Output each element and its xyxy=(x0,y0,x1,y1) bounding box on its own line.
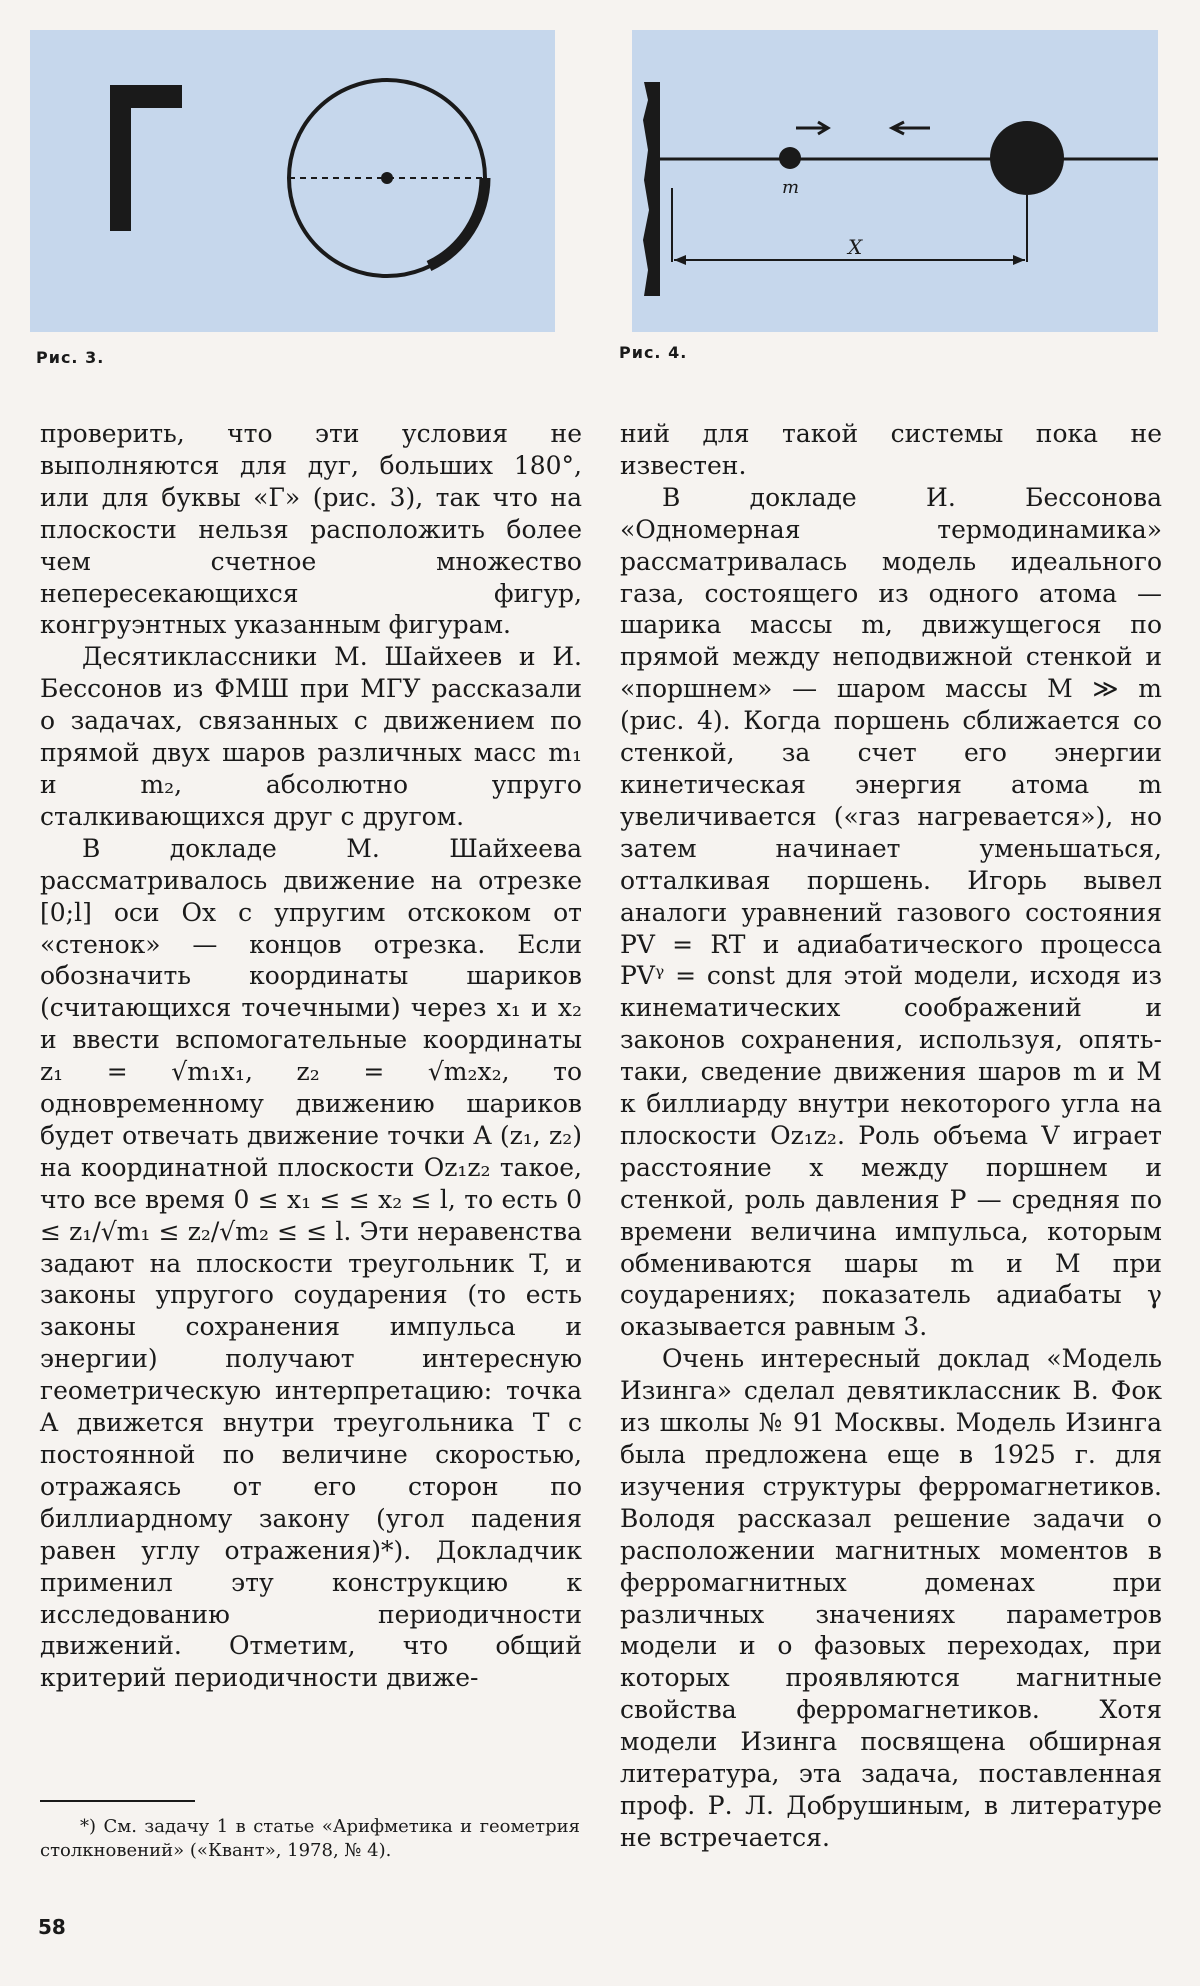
thick-arc xyxy=(429,178,485,266)
distance-arrowhead-right-icon xyxy=(1013,255,1025,265)
arrow-right-icon xyxy=(796,122,828,134)
wall-shape xyxy=(643,82,660,296)
right-paragraph-3: Очень интересный доклад «Модель Изинга» сделал девятиклассник В. Фок из школы № 91 Москвы. Модель Изинга была предложена еще в 1925 г. для изучения структуры ферромагнетиков. Володя рассказал решение задачи о расположении магнитных моментов в ферромагнитных доменах при различных значениях параметров модели и о фазовых переходах, при которых проявляются магнитные свойства ферромагнетиков. Хотя модели Изинга посвящена обширная литература, эта задача, поставленная проф. Р. Л. Добрушиным, в литературе не встречается. xyxy=(620,1344,1162,1852)
arrow-left-icon xyxy=(892,122,930,134)
figure-3 xyxy=(30,30,555,332)
left-paragraph-3: В докладе М. Шайхеева рассматривалось движение на отрезке [0;l] оси Ox с упругим отскоком от «стенок» — концов отрезка. Если обозначить координаты шариков (считающихся точечными) через x₁ и x₂ и ввести вспомогательные координаты z₁ = √m₁x₁, z₂ = √m₂x₂, то одновременному движению шариков будет отвечать движение точки A (z₁, z₂) на координатной плоскости Oz₁z₂ такое, что все время 0 ≤ x₁ ≤ ≤ x₂ ≤ l, то есть 0 ≤ z₁/√m₁ ≤ z₂/√m₂ ≤ ≤ l. Эти неравенства задают на плоскости треугольник T, и законы упругого соударения (то есть законы сохранения импульса и энергии) получают интересную геометрическую интерпретацию: точка A движется внутри треугольника T с постоянной по величине скоростью, отражаясь от его сторон по биллиардному закону (угол падения равен углу отражения)*). Докладчик применил эту конструкцию к исследованию периодичности движений. Отметим, что общий критерий периодичности движе- xyxy=(40,833,582,1693)
distance-arrowhead-left-icon xyxy=(674,255,686,265)
figure-4 xyxy=(632,30,1158,332)
left-text-column xyxy=(40,418,582,1694)
large-ball-M xyxy=(990,121,1064,195)
figure-4-drawing xyxy=(632,30,1158,332)
figure-4-caption: Рис. 4. xyxy=(619,343,688,362)
figure-3-caption: Рис. 3. xyxy=(36,348,105,367)
left-paragraph-1: проверить, что эти условия не выполняются для дуг, больших 180°, или для буквы «Г» (рис. 3), так что на плоскости нельзя расположить более чем счетное множество непересекающихся фигур, конгруэнтных указанным фигурам. xyxy=(40,419,582,640)
footnote-divider xyxy=(40,1800,195,1802)
small-ball-m xyxy=(779,147,801,169)
right-paragraph-1: ний для такой системы пока не известен. xyxy=(620,419,1162,480)
right-text-column xyxy=(620,418,1162,1854)
footnote: *) См. задачу 1 в статье «Арифметика и геометрия столкновений» («Квант», 1978, № 4). xyxy=(40,1816,580,1861)
center-dot xyxy=(381,172,393,184)
right-paragraph-2: В докладе И. Бессонова «Одномерная термодинамика» рассматривалась модель идеального газа, состоящего из одного атома — шарика массы m, движущегося по прямой между неподвижной стенкой и «поршнем» — шаром массы M ≫ m (рис. 4). Когда поршень сближается со стенкой, за счет его энергии кинетическая энергия атома m увеличивается («газ нагревается»), но затем начинает уменьшаться, отталкивая поршень. Игорь вывел аналоги уравнений газового состояния PV = RT и адиабатического процесса PVᵞ = const для этой модели, исходя из кинематических соображений и законов сохранения, используя, опять-таки, сведение движения шаров m и M к биллиарду внутри некоторого угла на плоскости Oz₁z₂. Роль объема V играет расстояние x между поршнем и стенкой, роль давления P — средняя по времени величина импульса, которым обмениваются шары m и M при соударениях; показатель адиабаты γ оказывается равным 3. xyxy=(620,482,1162,1342)
figure-3-drawing xyxy=(30,30,555,332)
small-mass-label: m xyxy=(782,177,800,198)
left-paragraph-2: Десятиклассники М. Шайхеев и И. Бессонов из ФМШ при МГУ рассказали о задачах, связанных с движением по прямой двух шаров различных масс m₁ и m₂, абсолютно упруго сталкивающихся друг с другом. xyxy=(40,642,582,831)
letter-g-shape xyxy=(110,85,182,231)
page-number: 58 xyxy=(38,1915,66,1939)
distance-label: X xyxy=(848,235,863,259)
